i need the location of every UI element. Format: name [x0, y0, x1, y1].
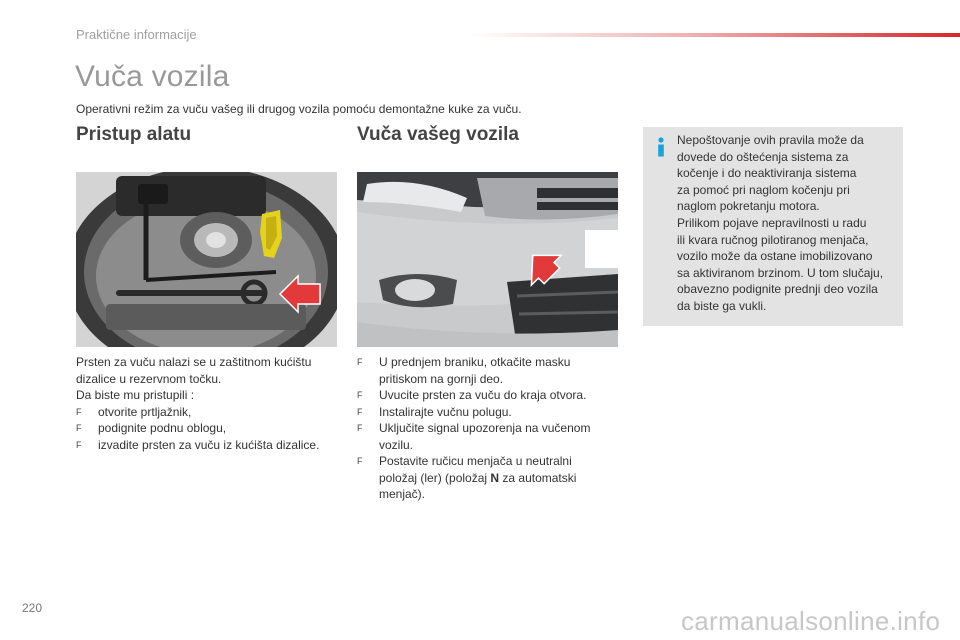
- list-item: F izvadite prsten za vuču iz kućišta dizalice.: [76, 437, 320, 452]
- list-item: F Instalirajte vučnu polugu.: [357, 404, 512, 419]
- page-number: 220: [22, 601, 43, 615]
- section-title-pristup-alatu: Pristup alatu: [76, 124, 192, 145]
- bullet-icon: F: [76, 406, 82, 417]
- text-line: kočenje i do neaktiviranja sistema: [677, 166, 857, 181]
- bullet-icon: F: [357, 423, 363, 433]
- text-line: dovede do oštećenja sistema za: [677, 149, 849, 164]
- list-item: F U prednjem braniku, otkačite masku pritiskom na gornji deo.: [357, 355, 571, 386]
- text-line: naglom pokretanju motora.: [677, 199, 820, 214]
- bullet-icon: F: [76, 423, 82, 433]
- text-line: vozilo može da ostane imobilizovano: [677, 249, 873, 264]
- front-bumper-photo: [357, 172, 618, 347]
- list-item: F Uvucite prsten za vuču do kraja otvora.: [357, 388, 587, 402]
- warning-note-box: [643, 127, 903, 326]
- access-tool-text: [76, 354, 338, 453]
- list-item: F otvorite prtljažnik,: [76, 404, 192, 419]
- section-header-label: Praktične informacije: [76, 27, 197, 42]
- bullet-icon: F: [357, 456, 363, 466]
- watermark-text: carmanualsonline.info: [681, 606, 941, 636]
- section-title-vuca-vaseg-vozila: Vuča vašeg vozila: [357, 124, 519, 145]
- bullet-icon: F: [357, 390, 363, 400]
- text-line: Nepoštovanje ovih pravila može da: [677, 133, 864, 147]
- text-line: dizalice u rezervnom točku.: [76, 371, 222, 386]
- bullet-icon: F: [357, 357, 363, 367]
- text-line: Da biste mu pristupili :: [76, 388, 195, 402]
- gear-position-n: N: [490, 470, 500, 485]
- warning-note-text: [677, 132, 899, 315]
- text-line: Prilikom pojave nepravilnosti u radu: [677, 215, 867, 230]
- towing-steps-text: [357, 354, 619, 503]
- bullet-icon: F: [357, 406, 363, 417]
- text-line: obavezno podignite prednji deo vozila: [677, 282, 878, 297]
- text-line: za pomoć pri naglom kočenju pri: [677, 182, 850, 197]
- text-line: ili kvara ručnog pilotiranog menjača,: [677, 232, 869, 247]
- header-accent-bar: [470, 33, 960, 37]
- list-item: F Uključite signal upozorenja na vučenom vozilu.: [357, 421, 591, 452]
- list-item: F Postavite ručicu menjača u neutralni položaj (ler) (položaj N za automatski menjač).: [357, 454, 577, 501]
- spare-wheel-tools-photo: [76, 172, 337, 347]
- info-icon: [656, 137, 666, 157]
- text-line: Prsten za vuču nalazi se u zaštitnom kućištu: [76, 355, 312, 369]
- list-item: F podignite podnu oblogu,: [76, 421, 227, 435]
- page-title: Vuča vozila: [75, 60, 230, 93]
- text-line: da biste ga vukli.: [677, 298, 767, 313]
- bullet-icon: F: [76, 439, 82, 450]
- text-line: sa aktiviranom brzinom. U tom slučaju,: [677, 265, 884, 280]
- intro-text: Operativni režim za vuču vašeg ili drugog vozila pomoću demontažne kuke za vuču.: [76, 102, 522, 116]
